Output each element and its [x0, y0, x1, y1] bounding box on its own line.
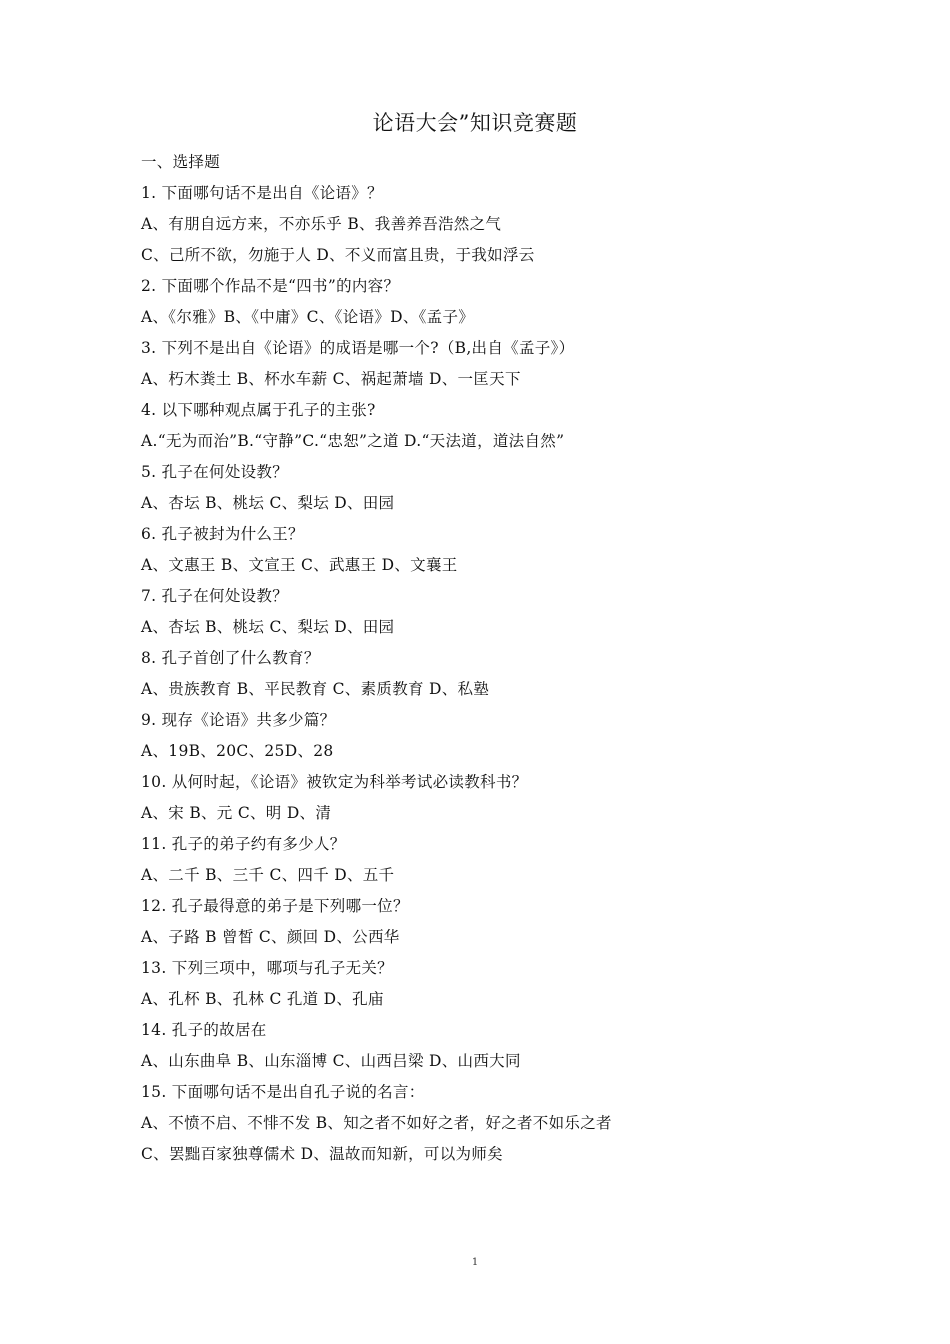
question-4: 4. 以下哪种观点属于孔子的主张? — [141, 401, 376, 419]
question-5-options: A、杏坛 B、桃坛 C、梨坛 D、田园 — [141, 494, 395, 512]
question-11: 11. 孔子的弟子约有多少人？ — [141, 835, 346, 853]
question-15-options-c-d: C、罢黜百家独尊儒术 D、温故而知新，可以为师矣 — [141, 1145, 503, 1163]
section-heading: 一、选择题 — [141, 153, 221, 171]
question-6-options: A、文惠王 B、文宣王 C、武惠王 D、文襄王 — [141, 556, 458, 574]
question-14-options: A、山东曲阜 B、山东淄博 C、山西吕梁 D、山西大同 — [141, 1052, 521, 1070]
question-12: 12. 孔子最得意的弟子是下列哪一位？ — [141, 897, 409, 915]
question-9: 9. 现存《论语》共多少篇？ — [141, 711, 336, 729]
question-list — [141, 147, 841, 1170]
question-12-options: A、子路 B 曾皙 C、颜回 D、公西华 — [141, 928, 400, 946]
question-2-options: A、《尔雅》B、《中庸》C、《论语》D、《孟子》 — [141, 308, 475, 326]
question-5: 5. 孔子在何处设教？ — [141, 463, 289, 481]
question-8: 8. 孔子首创了什么教育？ — [141, 649, 320, 667]
question-10: 10. 从何时起，《论语》被钦定为科举考试必读教科书？ — [141, 773, 528, 791]
question-8-options: A、贵族教育 B、平民教育 C、素质教育 D、私塾 — [141, 680, 490, 698]
question-7: 7. 孔子在何处设教？ — [141, 587, 289, 605]
question-1-options-a-b: A、有朋自远方来，不亦乐乎 B、我善养吾浩然之气 — [141, 215, 502, 233]
question-1-options-c-d: C、己所不欲，勿施于人 D、不义而富且贵，于我如浮云 — [141, 246, 535, 264]
question-15-options-a-b: A、不愤不启、不悱不发 B、知之者不如好之者，好之者不如乐之者 — [141, 1114, 612, 1132]
question-13: 13. 下列三项中，哪项与孔子无关？ — [141, 959, 393, 977]
question-11-options: A、二千 B、三千 C、四千 D、五千 — [141, 866, 395, 884]
question-6: 6. 孔子被封为什么王？ — [141, 525, 304, 543]
question-3: 3. 下列不是出自《论语》的成语是哪一个?（B,出自《孟子》） — [141, 339, 575, 357]
question-14: 14. 孔子的故居在 — [141, 1021, 267, 1039]
question-1: 1. 下面哪句话不是出自《论语》？ — [141, 184, 383, 202]
question-3-options: A、朽木粪土 B、杯水车薪 C、祸起萧墙 D、一匡天下 — [141, 370, 521, 388]
page-number: 1 — [471, 1257, 479, 1268]
question-15: 15. 下面哪句话不是出自孔子说的名言： — [141, 1083, 425, 1101]
question-10-options: A、宋 B、元 C、明 D、清 — [141, 804, 332, 822]
question-7-options: A、杏坛 B、桃坛 C、梨坛 D、田园 — [141, 618, 395, 636]
question-13-options: A、孔杯 B、孔林 C 孔道 D、孔庙 — [141, 990, 384, 1008]
question-9-options: A、19B、20C、25D、28 — [141, 742, 334, 760]
question-2: 2. 下面哪个作品不是“四书”的内容？ — [141, 277, 400, 295]
document-title: 论语大会”知识竞赛题 — [372, 111, 578, 135]
question-4-options: A.“无为而治”B.“守静”C.“忠恕”之道 D.“天法道，道法自然” — [141, 432, 565, 450]
